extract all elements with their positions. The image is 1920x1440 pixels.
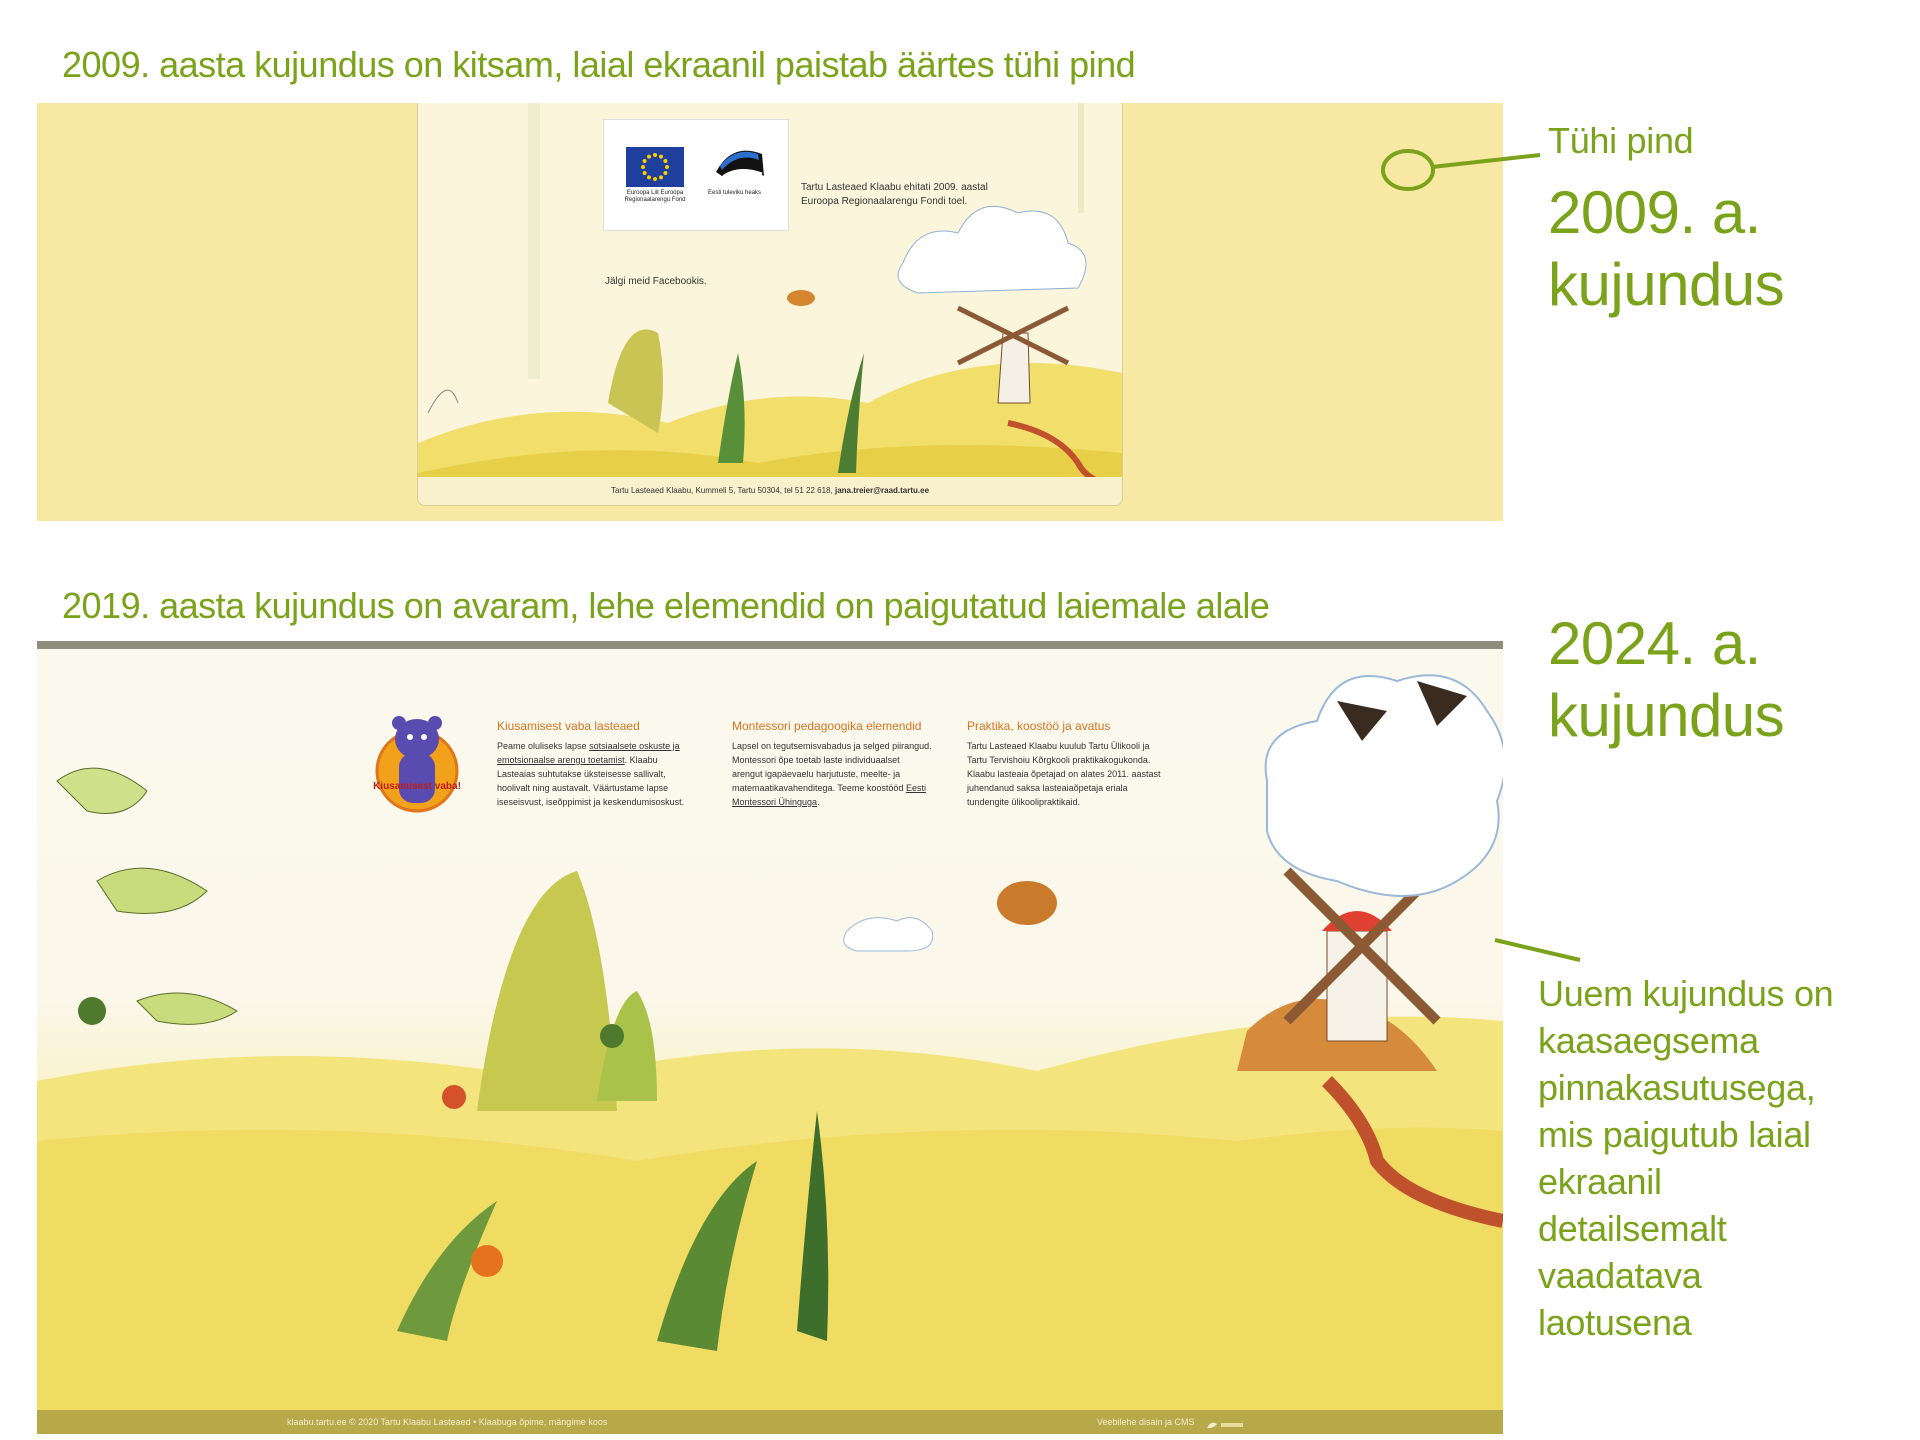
new-site-footer-right[interactable]: Veebilehe disain ja CMS [1097,1417,1195,1427]
cms-logo-icon[interactable] [1205,1416,1245,1434]
eu-caption: Euroopa Liit Euroopa Regionaalarengu Fond [624,190,686,203]
old-site-page [417,103,1123,506]
new-design-note: Uuem kujundus on kaasaegsema pinnakasutusega, mis paigutub laial ekraanil detailsemalt vaadatava laotusena [1538,973,1834,1343]
caption-2019: 2019. aasta kujundus on avaram, lehe elemendid on paigutatud laiemale alale [62,585,1270,626]
old-site-footer-address: Tartu Lasteaed Klaabu, Kummeli 5, Tartu 50304, tel 51 22 618, [610,486,833,495]
column-title: Kiusamisest vaba lasteaed [497,719,640,733]
label-2009: 2009. a. kujundus [1548,179,1785,318]
column-text: Lapsel on tegutsemisvabadus ja selged piirangud. Montessori õpe toetab laste individuaalset arengut igapäevaelu harjutuste, meelte- ja matemaatikavahenditega. Teeme koostööd Eesti Montessori Ühinguga. [732,741,932,807]
column-link[interactable]: Eesti Montessori Ühinguga [732,783,926,807]
facebook-link[interactable]: Jälgi meid Facebookis. [605,276,707,287]
old-site-landscape [418,103,1122,505]
new-site-footer-left: klaabu.tartu.ee © 2020 Tartu Klaabu Lasteaed • Klaabuga õpime, mängime koos [287,1417,608,1427]
screenshot-2024 [37,641,1503,1434]
label-2024: 2024. a. kujundus [1548,610,1785,749]
old-site-intro: Tartu Lasteaed Klaabu ehitati 2009. aastal Euroopa Regionaalarengu Fondi toel. [801,182,988,207]
column-anti-bullying [497,719,697,809]
estonia-caption: Eesti tuleviku heaks [708,190,762,196]
old-site-footer-email[interactable]: jana.treier@raad.tartu.ee [834,486,930,495]
empty-area-label: Tühi pind [1548,120,1694,161]
new-design-pointer [1490,935,1590,965]
bear-badge-icon[interactable] [367,711,467,826]
column-title: Montessori pedagoogika elemendid [732,719,922,733]
column-link[interactable]: sotsiaalsete oskuste ja emotsionaalse arengu toetamist [497,741,680,765]
bear-badge-label: Kiusamisest vaba! [373,781,461,792]
old-site-footer [418,477,1122,505]
column-title: Praktika, koostöö ja avatus [967,719,1111,733]
caption-2009: 2009. aasta kujundus on kitsam, laial ekraanil paistab äärtes tühi pind [62,44,1136,85]
column-practice [967,719,1167,809]
empty-area-marker [1380,140,1560,200]
screenshot-2009 [37,103,1503,521]
column-montessori [732,719,932,809]
column-text: Peame oluliseks lapse sotsiaalsete oskuste ja emotsionaalse arengu toetamist. Klaabu Lasteaias suhtutakse üksteisesse sallivalt, hoolivalt ning austavalt. Väärtustame lapse iseseisvust, iseõppimist ja keskendumisoskust. [497,741,685,807]
new-site-footer [37,1410,1503,1434]
column-text: Tartu Lasteaed Klaabu kuulub Tartu Ülikooli ja Tartu Tervishoiu Kõrgkooli praktikakogukonda. Klaabu lasteaia õpetajad on alates 2011. aastast juhendanud saksa lasteaiaõpetaja eriala tundengite ülikoolipraktikaid. [967,741,1161,807]
